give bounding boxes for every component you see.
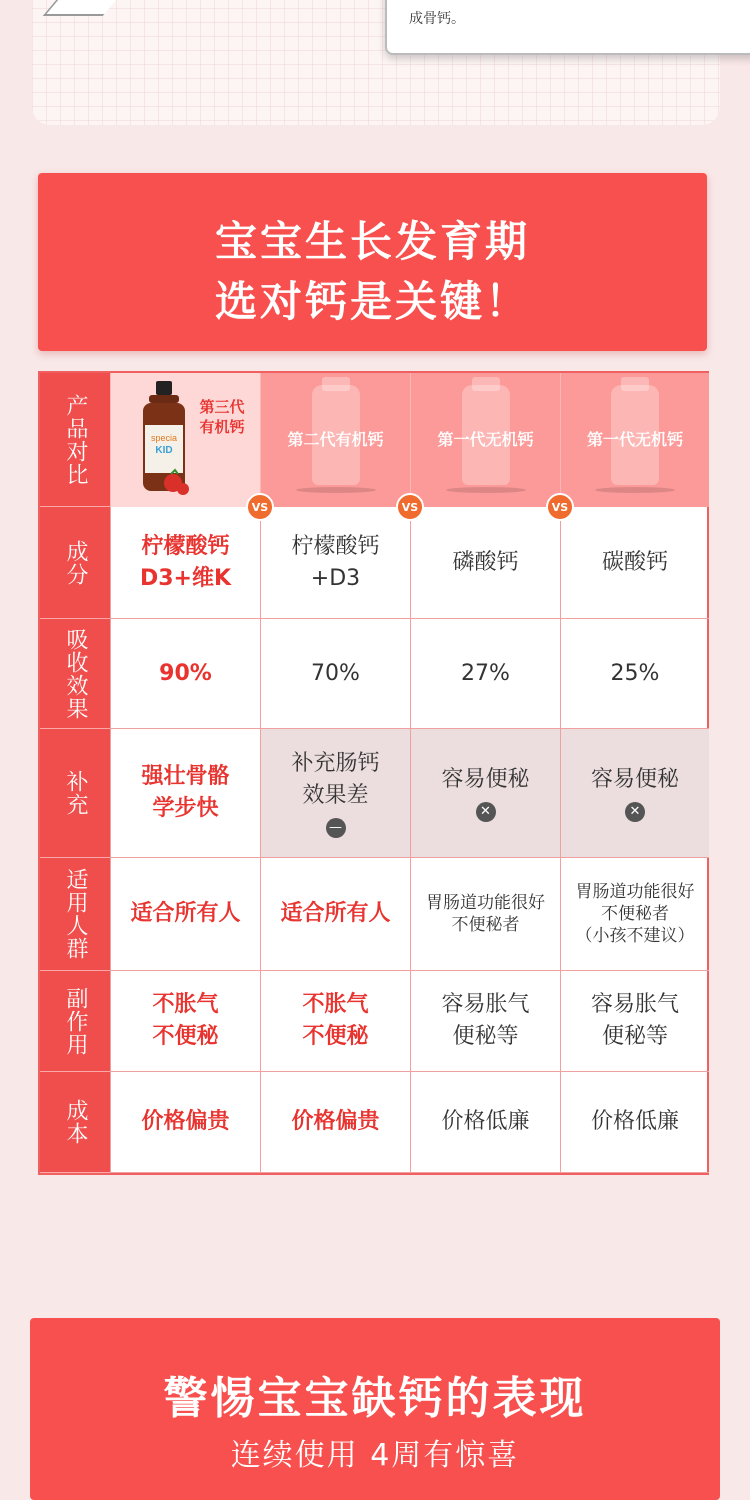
row-header-side-effect: 副作用 [40,971,110,1072]
cell-text: 补充肠钙 效果差 [291,751,380,808]
svg-text:specia: specia [150,433,178,443]
table-cell: 适合所有人 [110,858,260,971]
row-header-product: 产品对比 [40,373,110,507]
banner-line-2: 选对钙是关键！ [214,277,530,326]
vs-badge: VS [546,493,574,521]
table-cell: 容易胀气 便秘等 [410,971,560,1072]
banner-line-1: 宝宝生长发育期 [214,217,530,266]
table-cell: 容易胀气 便秘等 [560,971,709,1072]
product-bottle-image [139,379,189,497]
product-name-gen1a: 第一代无机钙 [437,430,534,449]
table-cell: 不胀气 不便秘 [260,971,410,1072]
table-cell: 不胀气 不便秘 [110,971,260,1072]
table-cell: 27% [410,619,560,729]
table-cell: 价格低廉 [410,1072,560,1173]
audience-row [40,858,709,971]
row-header-supplement: 补充 [40,729,110,858]
product-name-gen2: 第二代有机钙 [287,430,384,449]
row-header-cost: 成本 [40,1072,110,1173]
side-effect-row [40,971,709,1072]
table-cell: 碳酸钙 [560,507,709,619]
product-cell-gen3 [110,373,260,507]
warning-banner [30,1318,720,1500]
product-cell-gen1b [560,373,709,507]
table-cell: 胃肠道功能很好 不便秘者 [410,858,560,971]
comparison-table [38,371,709,1175]
table-cell: 价格偏贵 [260,1072,410,1173]
cost-row [40,1072,709,1173]
row-header-ingredient: 成分 [40,507,110,619]
table-cell [410,729,560,858]
product-cell-gen1a [410,373,560,507]
table-cell: 价格低廉 [560,1072,709,1173]
absorption-row [40,619,709,729]
table-cell: 90% [110,619,260,729]
warning-title: 警惕宝宝缺钙的表现 [163,1373,587,1424]
table-cell [260,729,410,858]
table-cell: 柠檬酸钙 +D3 [260,507,410,619]
cell-text: 容易便秘 [590,767,679,792]
product-row [40,373,709,514]
table-cell: 价格偏贵 [110,1072,260,1173]
title-banner [38,173,707,351]
speech-bubble [385,0,750,55]
row-header-audience: 适用人群 [40,858,110,971]
table-cell: 适合所有人 [260,858,410,971]
table-cell: 70% [260,619,410,729]
row-header-absorption: 吸收效果 [40,619,110,729]
minus-circle-icon: — [326,818,346,838]
product-name-gen1b: 第一代无机钙 [586,430,683,449]
table-cell: 25% [560,619,709,729]
table-cell: 柠檬酸钙 D3+维K [110,507,260,619]
table-cell [560,729,709,858]
product-cell-gen2 [260,373,410,507]
vs-badge: VS [396,493,424,521]
warning-subtitle: 连续使用 4周有惊喜 [230,1438,520,1473]
x-circle-icon: ✕ [625,802,645,822]
table-cell: 强壮骨骼 学步快 [110,729,260,858]
speech-text: 成骨钙。 [409,11,465,27]
x-circle-icon: ✕ [476,802,496,822]
svg-text:KID: KID [155,445,173,456]
cell-text: 容易便秘 [441,767,530,792]
supplement-row [40,729,709,858]
ingredient-row [40,507,709,619]
vs-badge: VS [246,493,274,521]
table-cell: 胃肠道功能很好 不便秘者 （小孩不建议） [560,858,709,971]
table-cell: 磷酸钙 [410,507,560,619]
product-name-gen3: 第三代 有机钙 [199,398,245,436]
